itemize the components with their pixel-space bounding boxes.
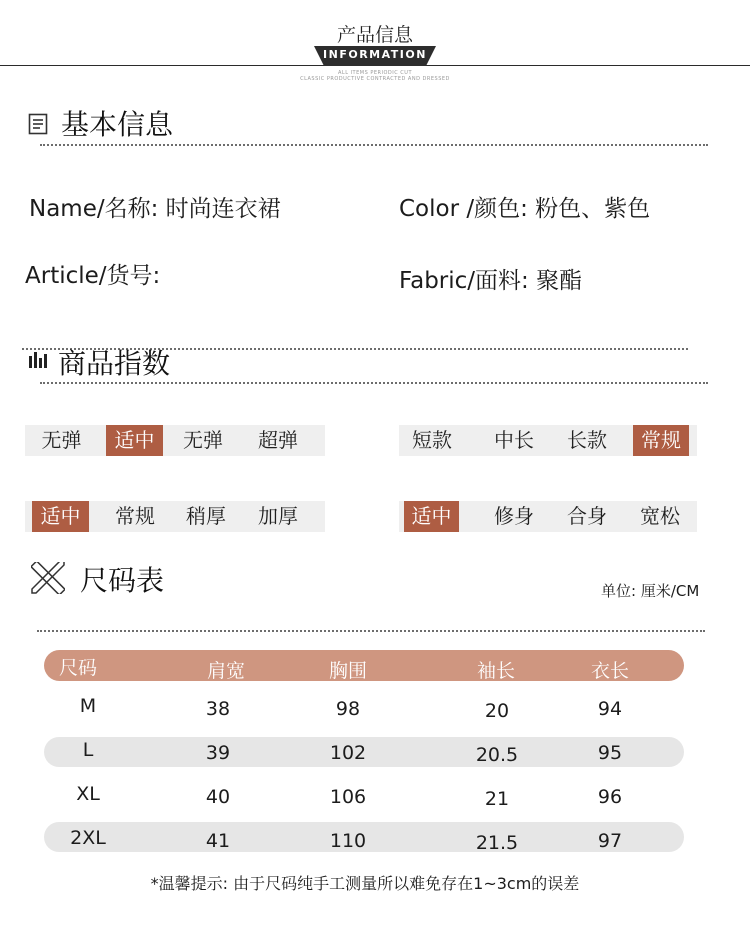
table-cell: M bbox=[79, 695, 97, 717]
chip: 无弹 bbox=[41, 428, 82, 452]
table-header-cell: 肩宽 bbox=[206, 660, 245, 682]
measurement-note: *温馨提示: 由于尺码纯手工测量所以难免存在1~3cm的误差 bbox=[150, 874, 580, 893]
table-cell: 96 bbox=[597, 786, 623, 808]
table-header-cell: 袖长 bbox=[476, 660, 515, 682]
chip: 中长 bbox=[494, 428, 534, 452]
fabric-row bbox=[399, 262, 582, 295]
header-small-text-2: CLASSIC PRODUCTIVE CONTRACTED AND DRESSED bbox=[300, 76, 450, 82]
header-small-text-1: ALL ITEMS PERIODIC CUT bbox=[337, 70, 412, 76]
elasticity-row bbox=[25, 425, 325, 456]
chip: 常规 bbox=[115, 504, 155, 528]
chip: 超弹 bbox=[258, 428, 298, 452]
chip-selected: 适中 bbox=[106, 425, 163, 456]
chip: 加厚 bbox=[258, 504, 298, 528]
thickness-row bbox=[25, 501, 325, 532]
unit-label: 单位: 厘米/CM bbox=[601, 582, 700, 600]
color-value: 粉色、紫色 bbox=[535, 196, 651, 222]
table-header-cell: 衣长 bbox=[590, 660, 629, 682]
divider bbox=[37, 630, 705, 632]
product-index-title: 商品指数 bbox=[58, 348, 171, 379]
table-cell: 20 bbox=[484, 700, 510, 722]
table-cell: 40 bbox=[205, 786, 231, 808]
fabric-label: Fabric/面料: bbox=[399, 268, 529, 294]
table-cell: 110 bbox=[329, 830, 367, 852]
table-cell: XL bbox=[76, 783, 100, 805]
chip: 稍厚 bbox=[186, 504, 226, 528]
table-cell: 21.5 bbox=[475, 832, 519, 854]
table-cell: 2XL bbox=[70, 827, 106, 849]
table-cell: 39 bbox=[205, 742, 231, 764]
length-row bbox=[399, 425, 697, 456]
table-cell: 97 bbox=[597, 830, 623, 852]
chip-selected: 适中 bbox=[404, 501, 459, 532]
basic-info-title: 基本信息 bbox=[61, 109, 174, 140]
information-banner: INFORMATION bbox=[323, 48, 427, 61]
table-cell: L bbox=[82, 739, 94, 761]
ruler-pencil-icon bbox=[31, 562, 65, 594]
table-cell: 21 bbox=[484, 788, 510, 810]
fabric-value: 聚酯 bbox=[536, 268, 583, 294]
chip: 短款 bbox=[412, 428, 452, 452]
document-icon bbox=[28, 113, 48, 135]
table-cell: 106 bbox=[329, 786, 367, 808]
fit-row bbox=[399, 501, 697, 532]
table-cell: 38 bbox=[205, 698, 231, 720]
article-row bbox=[25, 257, 160, 290]
chip: 宽松 bbox=[640, 504, 680, 528]
table-header-cell: 胸围 bbox=[328, 660, 367, 682]
article-label: Article/货号: bbox=[25, 263, 161, 289]
divider bbox=[40, 382, 708, 384]
table-cell: 41 bbox=[205, 830, 231, 852]
color-label: Color /颜色: bbox=[399, 196, 528, 222]
name-label: Name/名称: bbox=[29, 196, 159, 222]
table-cell: 102 bbox=[329, 742, 367, 764]
table-cell: 98 bbox=[335, 698, 361, 720]
name-row bbox=[29, 190, 281, 223]
bar-chart-icon bbox=[28, 350, 48, 368]
table-cell: 94 bbox=[597, 698, 623, 720]
chip-selected: 常规 bbox=[633, 425, 689, 456]
divider bbox=[40, 144, 708, 146]
chip: 长款 bbox=[567, 428, 607, 452]
name-value: 时尚连衣裙 bbox=[165, 196, 281, 222]
table-cell: 20.5 bbox=[475, 744, 519, 766]
size-chart-title: 尺码表 bbox=[80, 565, 165, 596]
chip: 修身 bbox=[494, 504, 534, 528]
chip-selected: 适中 bbox=[32, 501, 89, 532]
color-row bbox=[399, 190, 650, 223]
table-cell: 95 bbox=[597, 742, 623, 764]
header-title: 产品信息 bbox=[336, 25, 413, 46]
chip: 无弹 bbox=[183, 428, 223, 452]
table-header-cell: 尺码 bbox=[58, 657, 97, 679]
chip: 合身 bbox=[567, 504, 607, 528]
